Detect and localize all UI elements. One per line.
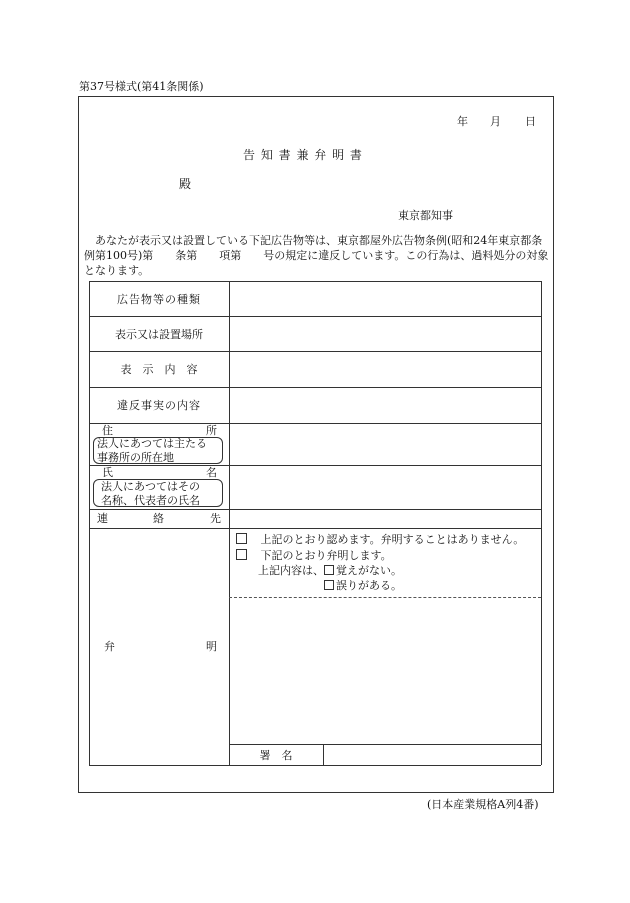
label-display-content: 表 示 内 容 [120, 363, 198, 376]
row-divider [89, 528, 541, 529]
table-bottom-border [89, 765, 541, 766]
notice-paragraph: あなたが表示又は設置している下記広告物等は、東京都屋外広告物条例(昭和24年東京都条例第100号)第 条第 項第 号の規定に違反しています。この行為は、過料処分の対象となります。 [84, 234, 549, 277]
sub-option-unaware: 覚えがない。 [336, 564, 402, 577]
issuer-name: 東京都知事 [398, 209, 453, 222]
label-ad-type: 広告物等の種類 [117, 292, 201, 306]
name-note-1: 法人にあつてはその [101, 480, 200, 493]
option-admit[interactable] [236, 533, 524, 545]
row-divider [89, 465, 541, 466]
checkbox-icon[interactable] [236, 549, 247, 560]
table-column-divider [229, 281, 230, 765]
date-year: 年 [457, 115, 468, 128]
option-explain[interactable] [236, 549, 392, 561]
signature-label: 署 名 [259, 748, 293, 762]
row-divider [89, 423, 541, 424]
label-location: 表示又は設置場所 [115, 327, 203, 341]
date-day: 日 [525, 115, 536, 128]
name-label-1: 氏 [102, 466, 113, 479]
sub-option-row-1 [258, 565, 402, 576]
explanation-dashed-divider [229, 597, 541, 598]
document-title: 告 知 書 兼 弁 明 書 [243, 148, 363, 162]
contact-label-1: 連 [97, 512, 108, 525]
sub-option-row-2 [324, 580, 402, 591]
name-note-2: 名称、代表者の氏名 [101, 494, 200, 507]
explanation-label-1: 弁 [104, 640, 115, 653]
contact-label-2: 絡 [153, 512, 164, 525]
checkbox-icon[interactable] [236, 533, 247, 544]
row-divider [89, 509, 541, 510]
label-violation: 違反事実の内容 [117, 399, 201, 412]
table-right-border [541, 281, 542, 765]
address-note-1: 法人にあつては主たる [97, 437, 207, 450]
paper-standard-note: (日本産業規格A列4番) [427, 798, 539, 811]
sub-option-lead: 上記内容は、 [258, 564, 324, 577]
address-note-2: 事務所の所在地 [97, 451, 174, 464]
option-explain-label: 下記のとおり弁明します。 [260, 549, 392, 562]
name-label-2: 名 [206, 466, 217, 479]
sub-option-error: 誤りがある。 [336, 579, 402, 592]
form-number: 第37号様式(第41条関係) [79, 80, 204, 93]
contact-label-3: 先 [210, 512, 221, 525]
checkbox-icon[interactable] [324, 580, 334, 590]
addressee-suffix: 殿 [179, 177, 192, 191]
signature-field[interactable] [324, 745, 540, 764]
option-admit-label: 上記のとおり認めます。弁明することはありません。 [260, 533, 525, 546]
address-label-2: 所 [206, 424, 217, 437]
date-month: 月 [490, 115, 501, 128]
explanation-label-2: 明 [206, 640, 217, 653]
address-label-1: 住 [102, 424, 113, 437]
checkbox-icon[interactable] [324, 565, 334, 575]
